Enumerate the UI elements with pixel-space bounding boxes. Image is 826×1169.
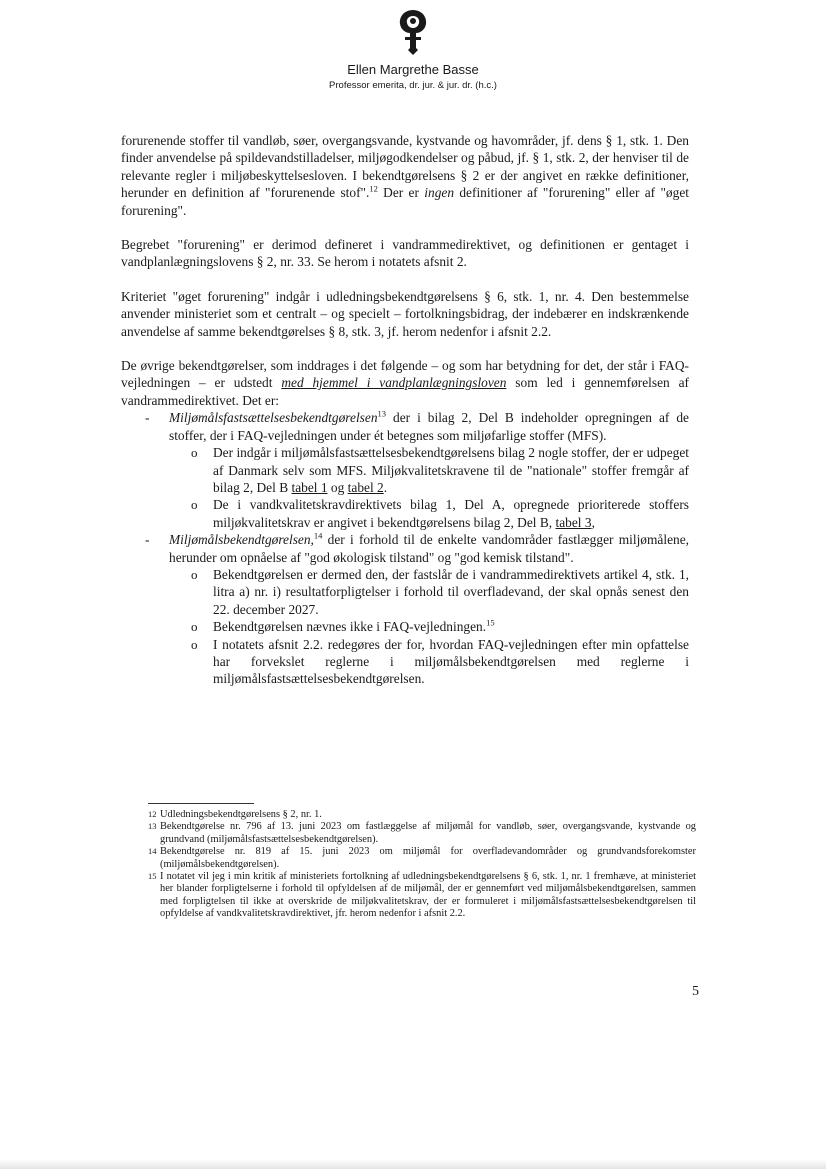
regulation-list	[121, 409, 689, 688]
footnote-ref-13[interactable]: 13	[377, 408, 387, 419]
footnote-ref-12[interactable]: 12	[369, 183, 378, 194]
sub-list-item	[213, 444, 689, 496]
footnote-text: Bekendtgørelse nr. 796 af 13. juni 2023 om fastlæggelse af miljømål for vandløb, søer, overgangsvande, kystvande og grundvand (miljømålsfastsættelsesbekendtgørelsen).	[160, 821, 696, 845]
footnote-number: 15	[148, 871, 157, 882]
footnote	[148, 809, 696, 821]
paragraph-1-text-a: forurenende stoffer til vandløb, søer, overgangsvande, kystvande og havområder, jf. dens § 1, stk. 1. Den finder anvendelse på spildevandstilladelser, miljøgodkendelser og påbud, jf. § 1, stk. 2, der henviser til de relevante regler i miljøbeskyttelsesloven. I bekendtgørelsens § 2 er der angivet en række definitioner, herunder en definition af "forurenende stof".	[121, 133, 689, 201]
paragraph-1-text-b: Der er	[377, 185, 425, 201]
sub-list-item: o Bekendtgørelsen er dermed den, der fastslår de i vandrammedirektivets artikel 4, stk. 1, litra a) nr. i) resultatforpligtelser i forhold til overfladevand, der skal opnås senest den 22. december 2027.	[213, 566, 689, 618]
sub-item-1-2-end: ,	[591, 514, 595, 530]
sub-list	[169, 566, 689, 688]
footnote-text: Udledningsbekendtgørelsens § 2, nr. 1.	[160, 809, 322, 820]
footnote	[148, 846, 696, 871]
paragraph-1	[121, 132, 689, 219]
list-item-2-title: Miljømålsbekendtgørelsen,	[169, 532, 314, 548]
footnote-divider	[148, 803, 254, 804]
sub-item-2-2-text: Bekendtgørelsen nævnes ikke i FAQ-vejledningen.	[213, 619, 487, 635]
paragraph-1-text-c: definitioner af "forurening" eller af "øget forurening".	[121, 185, 689, 218]
sub-list-item	[213, 618, 689, 635]
list-item-1-title: Miljømålsfastsættelsesbekendtgørelsen	[169, 410, 378, 426]
sub-item-1-1-end: .	[383, 479, 388, 495]
letterhead	[0, 8, 826, 91]
sub-item-1-1-text: Der indgår i miljømålsfastsættelsesbekendtgørelsens bilag 2 nogle stoffer, der er udpeget af Danmark selv som MFS. Miljøkvalitetskravene til de "nationale" stoffer fremgår af bilag 2, Del B	[213, 445, 689, 495]
footnote-number: 14	[148, 846, 157, 857]
paragraph-4-text-a: De øvrige bekendtgørelser, som inddrages i det følgende – og som har betydning for det, der står i FAQ-vejledningen – er udstedt	[121, 358, 689, 391]
footnote-text: Bekendtgørelse nr. 819 af 15. juni 2023 om miljømål for overfladevandområder og grundvandsforekomster (miljømålsbekendtgørelsen).	[160, 846, 696, 870]
page-edge	[0, 1159, 826, 1169]
sub-list-item	[213, 496, 689, 531]
paragraph-4	[121, 357, 689, 409]
footnote-ref-15[interactable]: 15	[486, 617, 495, 628]
footnote	[148, 821, 696, 846]
footnote-number: 12	[148, 809, 157, 819]
author-name: Ellen Margrethe Basse	[347, 62, 479, 77]
list-item	[169, 531, 689, 688]
sub-item-1-2-text: De i vandkvalitetskravdirektivets bilag 1, Del A, opregnede prioriterede stoffers miljøkvalitetskrav er angivet i bekendtgørelsens bilag 2, Del B,	[213, 497, 689, 530]
paragraph-4-text-b: som led i gennemførelsen af vandrammedirektivet. Det er:	[121, 375, 689, 408]
hjemmel-link[interactable]: med hjemmel i vandplanlægningsloven	[281, 375, 507, 391]
page-number: 5	[692, 984, 699, 999]
footnote-text: I notatet vil jeg i min kritik af ministeriets fortolkning af udledningsbekendtgørelsens § 6, stk. 1, nr. 1 fremhæve, at ministeriet her blander forpligtelserne i forhold til opfyldelsen af de miljømål, der er gennemført ved miljømålsbekendtgørelsen, sammen med forpligtelsen til ikke at overskride de miljøkvalitetskrav, der er formuleret i miljømålsfastsættelsesbekendtgørelsen til opfyldelse af vandkvalitetskravdirektivet, jfr. herom nedenfor i afsnit 2.2.	[160, 871, 696, 920]
footnote-number: 13	[148, 821, 157, 832]
author-title: Professor emerita, dr. jur. & jur. dr. (h.c.)	[329, 80, 497, 91]
list-item-2-text: der i forhold til de enkelte vandområder fastlægger miljømålene, herunder om opnåelse af "god økologisk tilstand" og "god kemisk tilstand".	[169, 532, 689, 565]
footnote	[148, 871, 696, 921]
sub-list	[169, 444, 689, 531]
paragraph-3: Kriteriet "øget forurening" indgår i udledningsbekendtgørelsens § 6, stk. 1, nr. 4. Den bestemmelse anvender ministeriet som et centralt – og specielt – fortolkningsbidrag, der indebærer en indskrænkende anvendelse af samme bekendtgørelses § 8, stk. 3, jf. herom nedenfor i afsnit 2.2.	[121, 288, 689, 339]
letterhead-logo-icon	[396, 8, 430, 56]
main-text	[121, 132, 689, 688]
paragraph-1-emphasis: ingen	[424, 185, 455, 201]
list-item-1-text: der i bilag 2, Del B indeholder opregningen af de stoffer, der i FAQ-vejledningen under ét betegnes som miljøfarlige stoffer (MFS).	[169, 410, 689, 443]
tabel-1-link[interactable]: tabel 1	[291, 479, 328, 495]
footnote-ref-14[interactable]: 14	[313, 530, 323, 541]
tabel-2-link[interactable]: tabel 2	[347, 479, 384, 495]
footnotes	[148, 809, 696, 921]
paragraph-2: Begrebet "forurening" er derimod defineret i vandrammedirektivet, og definitionen er gentaget i vandplanlægningslovens § 2, nr. 33. Se herom i notatets afsnit 2.	[121, 237, 689, 270]
list-item	[169, 409, 689, 531]
sub-item-1-1-mid: og	[327, 479, 348, 495]
sub-list-item: o I notatets afsnit 2.2. redegøres der for, hvordan FAQ-vejledningen efter min opfattelse har forvekslet reglerne i miljømålsbekendtgørelsen med reglerne i miljømålsfastsættelsesbekendtgørelsen.	[213, 636, 689, 688]
tabel-3-link[interactable]: tabel 3	[555, 514, 592, 530]
